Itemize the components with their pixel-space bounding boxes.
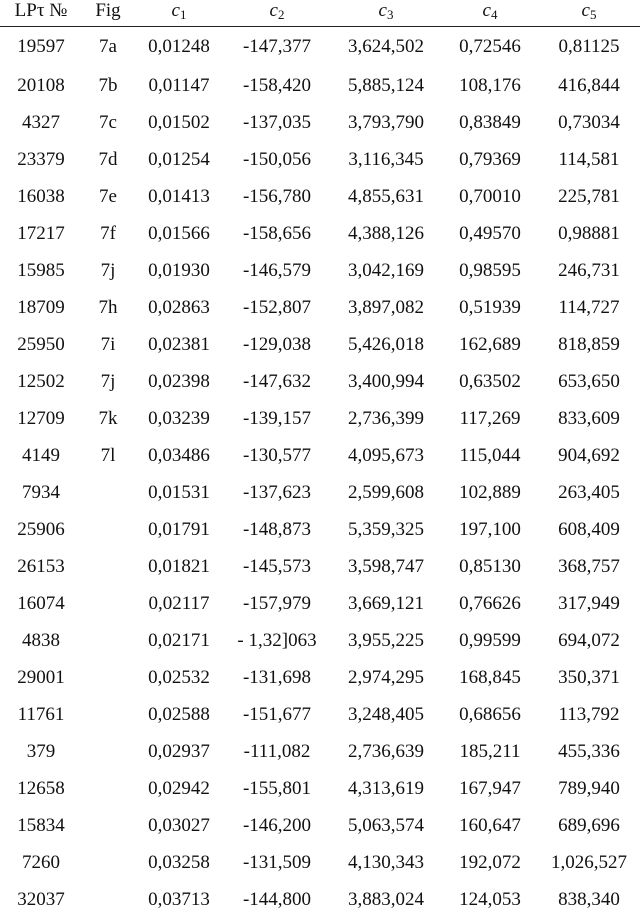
c4-cell: 0,98595 bbox=[442, 252, 538, 289]
lp-number-cell: 11761 bbox=[0, 696, 82, 733]
c2-cell: -155,801 bbox=[224, 770, 330, 807]
fig-cell: 7h bbox=[82, 289, 134, 326]
table-row bbox=[0, 104, 640, 141]
header-row bbox=[0, 0, 640, 27]
lp-number-cell: 15985 bbox=[0, 252, 82, 289]
c1-cell: 0,03258 bbox=[134, 844, 224, 881]
table-row bbox=[0, 844, 640, 881]
c5-cell: 317,949 bbox=[538, 585, 640, 622]
c5-cell: 263,405 bbox=[538, 474, 640, 511]
fig-cell bbox=[82, 770, 134, 807]
c2-cell: -145,573 bbox=[224, 548, 330, 585]
table-row bbox=[0, 770, 640, 807]
fig-cell: 7j bbox=[82, 363, 134, 400]
lp-number-cell: 7260 bbox=[0, 844, 82, 881]
table-row bbox=[0, 215, 640, 252]
lp-number-cell: 4838 bbox=[0, 622, 82, 659]
c2-cell: -147,377 bbox=[224, 27, 330, 68]
fig-cell bbox=[82, 659, 134, 696]
c1-cell: 0,01566 bbox=[134, 215, 224, 252]
lp-number-cell: 25950 bbox=[0, 326, 82, 363]
c5-cell: 246,731 bbox=[538, 252, 640, 289]
c2-cell: -158,420 bbox=[224, 67, 330, 104]
lp-number-cell: 16038 bbox=[0, 178, 82, 215]
header-c2-subscript: 2 bbox=[278, 7, 285, 22]
fig-cell: 7b bbox=[82, 67, 134, 104]
c1-cell: 0,01502 bbox=[134, 104, 224, 141]
table-row bbox=[0, 548, 640, 585]
lp-number-cell: 12658 bbox=[0, 770, 82, 807]
table-body bbox=[0, 27, 640, 918]
c1-cell: 0,03027 bbox=[134, 807, 224, 844]
header-c2-symbol: c bbox=[270, 0, 278, 21]
c5-cell: 818,859 bbox=[538, 326, 640, 363]
header-c1-symbol: c bbox=[172, 0, 180, 21]
fig-cell bbox=[82, 733, 134, 770]
header-c5 bbox=[538, 0, 640, 27]
lp-number-cell: 7934 bbox=[0, 474, 82, 511]
fig-cell: 7j bbox=[82, 252, 134, 289]
c3-cell: 3,042,169 bbox=[330, 252, 442, 289]
fig-cell bbox=[82, 807, 134, 844]
table-header bbox=[0, 0, 640, 27]
c1-cell: 0,02117 bbox=[134, 585, 224, 622]
c3-cell: 5,359,325 bbox=[330, 511, 442, 548]
table-row bbox=[0, 511, 640, 548]
c2-cell: -146,579 bbox=[224, 252, 330, 289]
fig-cell bbox=[82, 696, 134, 733]
lp-number-cell: 16074 bbox=[0, 585, 82, 622]
c1-cell: 0,01531 bbox=[134, 474, 224, 511]
lp-number-cell: 379 bbox=[0, 733, 82, 770]
c1-cell: 0,02398 bbox=[134, 363, 224, 400]
header-c3-symbol: c bbox=[379, 0, 387, 21]
c2-cell: -146,200 bbox=[224, 807, 330, 844]
c4-cell: 0,76626 bbox=[442, 585, 538, 622]
header-c3 bbox=[330, 0, 442, 27]
c1-cell: 0,02588 bbox=[134, 696, 224, 733]
table-row bbox=[0, 807, 640, 844]
c3-cell: 2,974,295 bbox=[330, 659, 442, 696]
c3-cell: 3,116,345 bbox=[330, 141, 442, 178]
c5-cell: 838,340 bbox=[538, 881, 640, 918]
c1-cell: 0,02381 bbox=[134, 326, 224, 363]
header-c3-subscript: 3 bbox=[387, 7, 394, 22]
header-lp-number: LPτ № bbox=[0, 0, 82, 27]
c3-cell: 4,855,631 bbox=[330, 178, 442, 215]
c5-cell: 0,98881 bbox=[538, 215, 640, 252]
c4-cell: 115,044 bbox=[442, 437, 538, 474]
c2-cell: -144,800 bbox=[224, 881, 330, 918]
lp-number-cell: 20108 bbox=[0, 67, 82, 104]
header-c5-symbol: c bbox=[582, 0, 590, 21]
header-c5-subscript: 5 bbox=[590, 7, 597, 22]
table-row bbox=[0, 437, 640, 474]
c4-cell: 0,70010 bbox=[442, 178, 538, 215]
c2-cell: -131,509 bbox=[224, 844, 330, 881]
table-row bbox=[0, 178, 640, 215]
table-row bbox=[0, 67, 640, 104]
c5-cell: 653,650 bbox=[538, 363, 640, 400]
c4-cell: 124,053 bbox=[442, 881, 538, 918]
lp-number-cell: 17217 bbox=[0, 215, 82, 252]
c3-cell: 5,063,574 bbox=[330, 807, 442, 844]
c4-cell: 0,72546 bbox=[442, 27, 538, 68]
c4-cell: 168,845 bbox=[442, 659, 538, 696]
c5-cell: 789,940 bbox=[538, 770, 640, 807]
table-row bbox=[0, 659, 640, 696]
c3-cell: 3,624,502 bbox=[330, 27, 442, 68]
table-row bbox=[0, 363, 640, 400]
c3-cell: 5,426,018 bbox=[330, 326, 442, 363]
fig-cell: 7k bbox=[82, 400, 134, 437]
header-c2 bbox=[224, 0, 330, 27]
c2-cell: -151,677 bbox=[224, 696, 330, 733]
lp-number-cell: 18709 bbox=[0, 289, 82, 326]
c5-cell: 114,581 bbox=[538, 141, 640, 178]
header-fig: Fig bbox=[82, 0, 134, 27]
fig-cell bbox=[82, 585, 134, 622]
c5-cell: 1,026,527 bbox=[538, 844, 640, 881]
c2-cell: -150,056 bbox=[224, 141, 330, 178]
table-row bbox=[0, 252, 640, 289]
c4-cell: 192,072 bbox=[442, 844, 538, 881]
c4-cell: 102,889 bbox=[442, 474, 538, 511]
fig-cell: 7a bbox=[82, 27, 134, 68]
c5-cell: 114,727 bbox=[538, 289, 640, 326]
c3-cell: 4,130,343 bbox=[330, 844, 442, 881]
c2-cell: -130,577 bbox=[224, 437, 330, 474]
table-row bbox=[0, 474, 640, 511]
c2-cell: -156,780 bbox=[224, 178, 330, 215]
c5-cell: 416,844 bbox=[538, 67, 640, 104]
lp-number-cell: 4149 bbox=[0, 437, 82, 474]
c4-cell: 117,269 bbox=[442, 400, 538, 437]
c3-cell: 3,248,405 bbox=[330, 696, 442, 733]
lp-number-cell: 15834 bbox=[0, 807, 82, 844]
c5-cell: 608,409 bbox=[538, 511, 640, 548]
table-row bbox=[0, 733, 640, 770]
c2-cell: -111,082 bbox=[224, 733, 330, 770]
c3-cell: 4,313,619 bbox=[330, 770, 442, 807]
c4-cell: 0,51939 bbox=[442, 289, 538, 326]
table-row bbox=[0, 696, 640, 733]
header-c4-subscript: 4 bbox=[491, 7, 498, 22]
c2-cell: -129,038 bbox=[224, 326, 330, 363]
c3-cell: 3,955,225 bbox=[330, 622, 442, 659]
c3-cell: 4,095,673 bbox=[330, 437, 442, 474]
lp-number-cell: 29001 bbox=[0, 659, 82, 696]
header-c1-subscript: 1 bbox=[180, 7, 187, 22]
fig-cell: 7i bbox=[82, 326, 134, 363]
c1-cell: 0,02863 bbox=[134, 289, 224, 326]
c4-cell: 0,49570 bbox=[442, 215, 538, 252]
c4-cell: 0,83849 bbox=[442, 104, 538, 141]
c3-cell: 3,883,024 bbox=[330, 881, 442, 918]
table-row bbox=[0, 27, 640, 68]
c3-cell: 2,736,639 bbox=[330, 733, 442, 770]
c1-cell: 0,01147 bbox=[134, 67, 224, 104]
fig-cell: 7d bbox=[82, 141, 134, 178]
header-c4-symbol: c bbox=[483, 0, 491, 21]
c4-cell: 0,85130 bbox=[442, 548, 538, 585]
c4-cell: 197,100 bbox=[442, 511, 538, 548]
lp-number-cell: 19597 bbox=[0, 27, 82, 68]
c5-cell: 833,609 bbox=[538, 400, 640, 437]
c1-cell: 0,01930 bbox=[134, 252, 224, 289]
fig-cell bbox=[82, 511, 134, 548]
fig-cell: 7l bbox=[82, 437, 134, 474]
c5-cell: 225,781 bbox=[538, 178, 640, 215]
c2-cell: -147,632 bbox=[224, 363, 330, 400]
c3-cell: 3,793,790 bbox=[330, 104, 442, 141]
table-row bbox=[0, 881, 640, 918]
fig-cell: 7e bbox=[82, 178, 134, 215]
c3-cell: 2,736,399 bbox=[330, 400, 442, 437]
c5-cell: 689,696 bbox=[538, 807, 640, 844]
table-row bbox=[0, 622, 640, 659]
c2-cell: -152,807 bbox=[224, 289, 330, 326]
c5-cell: 455,336 bbox=[538, 733, 640, 770]
table-row bbox=[0, 326, 640, 363]
fig-cell: 7c bbox=[82, 104, 134, 141]
lp-number-cell: 12502 bbox=[0, 363, 82, 400]
lp-number-cell: 12709 bbox=[0, 400, 82, 437]
lp-number-cell: 25906 bbox=[0, 511, 82, 548]
c3-cell: 3,897,082 bbox=[330, 289, 442, 326]
c4-cell: 160,647 bbox=[442, 807, 538, 844]
c3-cell: 3,598,747 bbox=[330, 548, 442, 585]
c3-cell: 2,599,608 bbox=[330, 474, 442, 511]
c2-cell: -131,698 bbox=[224, 659, 330, 696]
fig-cell bbox=[82, 548, 134, 585]
c1-cell: 0,02937 bbox=[134, 733, 224, 770]
c5-cell: 350,371 bbox=[538, 659, 640, 696]
c5-cell: 368,757 bbox=[538, 548, 640, 585]
c1-cell: 0,02942 bbox=[134, 770, 224, 807]
c2-cell: - 1,32]063 bbox=[224, 622, 330, 659]
c3-cell: 5,885,124 bbox=[330, 67, 442, 104]
c2-cell: -148,873 bbox=[224, 511, 330, 548]
fig-cell bbox=[82, 844, 134, 881]
c2-cell: -158,656 bbox=[224, 215, 330, 252]
c1-cell: 0,03486 bbox=[134, 437, 224, 474]
table-row bbox=[0, 289, 640, 326]
c4-cell: 0,68656 bbox=[442, 696, 538, 733]
c2-cell: -139,157 bbox=[224, 400, 330, 437]
c4-cell: 0,99599 bbox=[442, 622, 538, 659]
c1-cell: 0,03713 bbox=[134, 881, 224, 918]
c1-cell: 0,03239 bbox=[134, 400, 224, 437]
c1-cell: 0,01248 bbox=[134, 27, 224, 68]
c4-cell: 0,79369 bbox=[442, 141, 538, 178]
c1-cell: 0,01791 bbox=[134, 511, 224, 548]
c1-cell: 0,01821 bbox=[134, 548, 224, 585]
c3-cell: 3,400,994 bbox=[330, 363, 442, 400]
table-row bbox=[0, 400, 640, 437]
table-row bbox=[0, 585, 640, 622]
lp-number-cell: 32037 bbox=[0, 881, 82, 918]
c5-cell: 904,692 bbox=[538, 437, 640, 474]
c5-cell: 0,73034 bbox=[538, 104, 640, 141]
header-c1 bbox=[134, 0, 224, 27]
c5-cell: 113,792 bbox=[538, 696, 640, 733]
lp-number-cell: 4327 bbox=[0, 104, 82, 141]
c2-cell: -137,623 bbox=[224, 474, 330, 511]
table-row bbox=[0, 141, 640, 178]
c5-cell: 0,81125 bbox=[538, 27, 640, 68]
c2-cell: -157,979 bbox=[224, 585, 330, 622]
c4-cell: 0,63502 bbox=[442, 363, 538, 400]
c5-cell: 694,072 bbox=[538, 622, 640, 659]
c4-cell: 108,176 bbox=[442, 67, 538, 104]
header-c4 bbox=[442, 0, 538, 27]
c3-cell: 3,669,121 bbox=[330, 585, 442, 622]
fig-cell: 7f bbox=[82, 215, 134, 252]
fig-cell bbox=[82, 474, 134, 511]
c1-cell: 0,01254 bbox=[134, 141, 224, 178]
c1-cell: 0,01413 bbox=[134, 178, 224, 215]
c3-cell: 4,388,126 bbox=[330, 215, 442, 252]
fig-cell bbox=[82, 881, 134, 918]
c4-cell: 185,211 bbox=[442, 733, 538, 770]
c1-cell: 0,02532 bbox=[134, 659, 224, 696]
lp-number-cell: 26153 bbox=[0, 548, 82, 585]
c2-cell: -137,035 bbox=[224, 104, 330, 141]
c4-cell: 162,689 bbox=[442, 326, 538, 363]
c4-cell: 167,947 bbox=[442, 770, 538, 807]
lp-number-cell: 23379 bbox=[0, 141, 82, 178]
c1-cell: 0,02171 bbox=[134, 622, 224, 659]
fig-cell bbox=[82, 622, 134, 659]
